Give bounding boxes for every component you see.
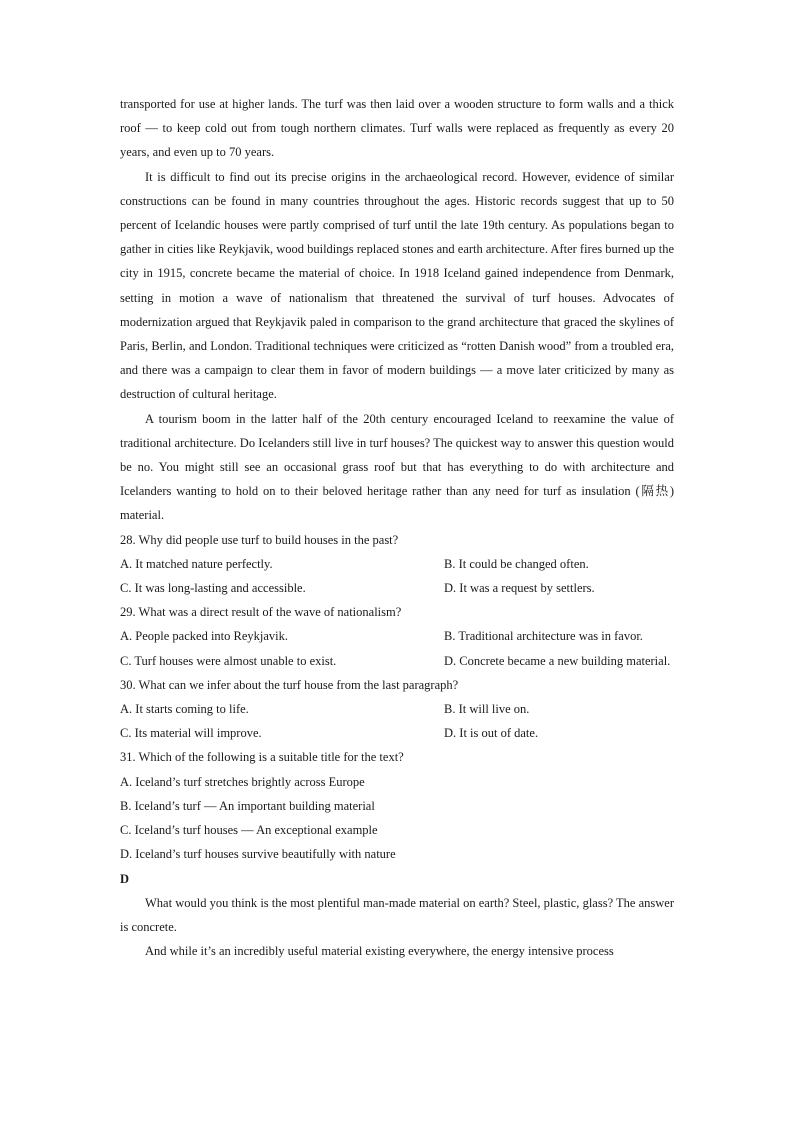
paragraph: transported for use at higher lands. The turf was then laid over a wooden structure to form walls and a thick roof — to keep cold out from tough northern climates. Turf walls were replaced as frequently as every 20 years, and even up to 70 years. bbox=[120, 97, 674, 160]
option-d[interactable]: D. Iceland’s turf houses survive beautifully with nature bbox=[120, 847, 396, 862]
question-30 bbox=[120, 673, 674, 746]
option-a[interactable]: A. It starts coming to life. bbox=[120, 702, 249, 717]
option-d[interactable]: D. It was a request by settlers. bbox=[444, 581, 595, 596]
option-d[interactable]: D. It is out of date. bbox=[444, 726, 539, 741]
question-stem: 29. What was a direct result of the wave of nationalism? bbox=[120, 605, 402, 620]
option-a[interactable]: A. Iceland’s turf stretches brightly across Europe bbox=[120, 774, 365, 789]
option-b[interactable]: B. It could be changed often. bbox=[444, 556, 589, 571]
section-d bbox=[120, 867, 674, 964]
option-list bbox=[120, 697, 674, 745]
option-c[interactable]: C. Turf houses were almost unable to exist. bbox=[120, 653, 337, 668]
option-list bbox=[120, 624, 674, 672]
option-c[interactable]: C. Its material will improve. bbox=[120, 726, 262, 741]
section-heading: D bbox=[120, 871, 130, 886]
option-b[interactable]: B. Iceland’s turf — An important building material bbox=[120, 798, 375, 813]
option-list bbox=[120, 552, 674, 600]
paragraph: A tourism boom in the latter half of the 20th century encouraged Iceland to reexamine the value of traditional architecture. Do Icelanders still live in turf houses? The quickest way to answer this question would be no. You might still see an occasional grass roof but that has everything to do with architecture and Icelanders wanting to hold on to their beloved heritage rather than any need for turf as insulation (隔热) material. bbox=[120, 411, 674, 523]
paragraph: It is difficult to find out its precise origins in the archaeological record. However, evidence of similar constructions can be found in many countries throughout the ages. Historic records suggest that up to 50 percent of Icelandic houses were partly comprised of turf until the late 19th century. As populations began to gather in cities like Reykjavik, wood buildings replaced stones and earth architecture. After fires burned up the city in 1915, concrete became the material of choice. In 1918 Iceland gained independence from Denmark, setting in motion a wave of nationalism that threatened the survival of turf houses. Advocates of modernization argued that Reykjavik paled in comparison to the grand architecture that graced the skylines of Paris, Berlin, and London. Traditional techniques were criticized as “rotten Danish wood” from a troubled era, and there was a campaign to clear them in favor of modern buildings — a move later criticized by many as destruction of cultural heritage. bbox=[120, 169, 674, 402]
option-c[interactable]: C. Iceland’s turf houses — An exceptional example bbox=[120, 823, 378, 838]
option-a[interactable]: A. It matched nature perfectly. bbox=[120, 556, 273, 571]
question-stem: 28. Why did people use turf to build houses in the past? bbox=[120, 532, 399, 547]
option-b[interactable]: B. Traditional architecture was in favor. bbox=[444, 629, 643, 644]
question-28 bbox=[120, 528, 674, 601]
question-31 bbox=[120, 745, 674, 866]
option-d[interactable]: D. Concrete became a new building material. bbox=[444, 653, 671, 668]
document-page bbox=[120, 92, 674, 963]
paragraph: And while it’s an incredibly useful material existing everywhere, the energy intensive process bbox=[145, 944, 614, 959]
option-b[interactable]: B. It will live on. bbox=[444, 702, 530, 717]
question-stem: 30. What can we infer about the turf house from the last paragraph? bbox=[120, 677, 459, 692]
option-a[interactable]: A. People packed into Reykjavik. bbox=[120, 629, 289, 644]
option-list bbox=[120, 770, 674, 867]
option-c[interactable]: C. It was long-lasting and accessible. bbox=[120, 581, 306, 596]
paragraph: What would you think is the most plentiful man-made material on earth? Steel, plastic, glass? The answer is concrete. bbox=[120, 895, 674, 934]
question-stem: 31. Which of the following is a suitable title for the text? bbox=[120, 750, 404, 765]
passage-c bbox=[120, 92, 674, 528]
question-29 bbox=[120, 600, 674, 673]
